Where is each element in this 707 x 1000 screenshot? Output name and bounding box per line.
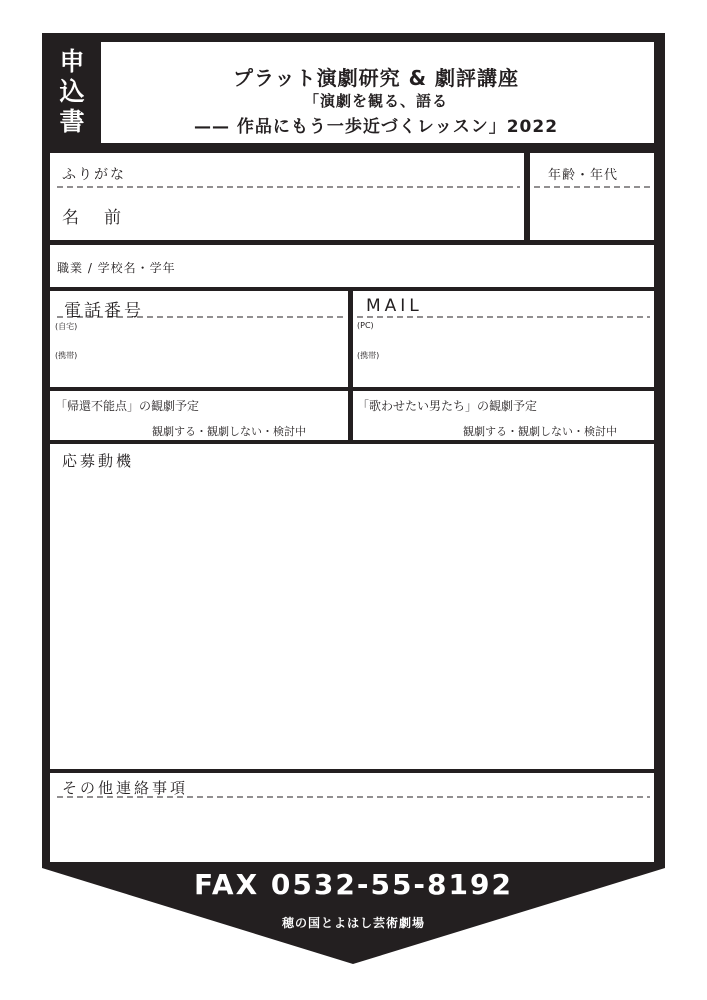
age-field[interactable] — [534, 190, 650, 236]
form-subtitle-1: 「演劇を観る、語る — [303, 92, 448, 110]
phone-home-field[interactable] — [85, 320, 343, 346]
organizer-name: 穂の国とよはし芸術劇場 — [281, 916, 425, 930]
occupation-label: 職業 / 学校名・学年 — [57, 261, 176, 275]
side-tag-3: 書 — [59, 107, 85, 136]
plan2-options[interactable]: 観劇する・観劇しない・検討中 — [463, 425, 617, 438]
plan1-label: 「帰還不能点」の観劇予定 — [55, 399, 200, 413]
age-label: 年齢・年代 — [548, 168, 619, 183]
fax-number: FAX 0532-55-8192 — [194, 868, 513, 901]
other-label: その他連絡事項 — [62, 779, 189, 797]
mail-mobile-label: (携帯) — [357, 351, 380, 360]
mail-label: MAIL — [366, 296, 423, 316]
phone-home-label: (自宅) — [55, 322, 78, 331]
plan1-options[interactable]: 観劇する・観劇しない・検討中 — [152, 425, 306, 438]
plan2-label: 「歌わせたい男たち」の観劇予定 — [357, 399, 538, 413]
mail-pc-label: (PC) — [357, 321, 374, 330]
form-subtitle-2: —— 作品にもう一歩近づくレッスン」2022 — [193, 117, 559, 137]
furigana-label: ふりがな — [62, 167, 126, 183]
motivation-label: 応募動機 — [62, 452, 135, 470]
form-title: プラット演劇研究 & 劇評講座 — [233, 66, 519, 90]
furigana-field[interactable] — [57, 158, 519, 184]
name-field[interactable] — [57, 190, 519, 236]
motivation-field[interactable] — [57, 476, 649, 764]
occupation-field[interactable] — [200, 250, 650, 282]
side-tag-1: 申 — [59, 47, 85, 76]
phone-mobile-label: (携帯) — [55, 351, 78, 360]
phone-label: 電話番号 — [64, 301, 144, 321]
side-tag-2: 込 — [59, 77, 85, 106]
name-label: 名 前 — [62, 208, 125, 228]
mail-pc-field[interactable] — [385, 320, 649, 346]
mail-mobile-field[interactable] — [385, 349, 649, 383]
phone-mobile-field[interactable] — [85, 349, 343, 383]
other-field[interactable] — [57, 801, 649, 857]
